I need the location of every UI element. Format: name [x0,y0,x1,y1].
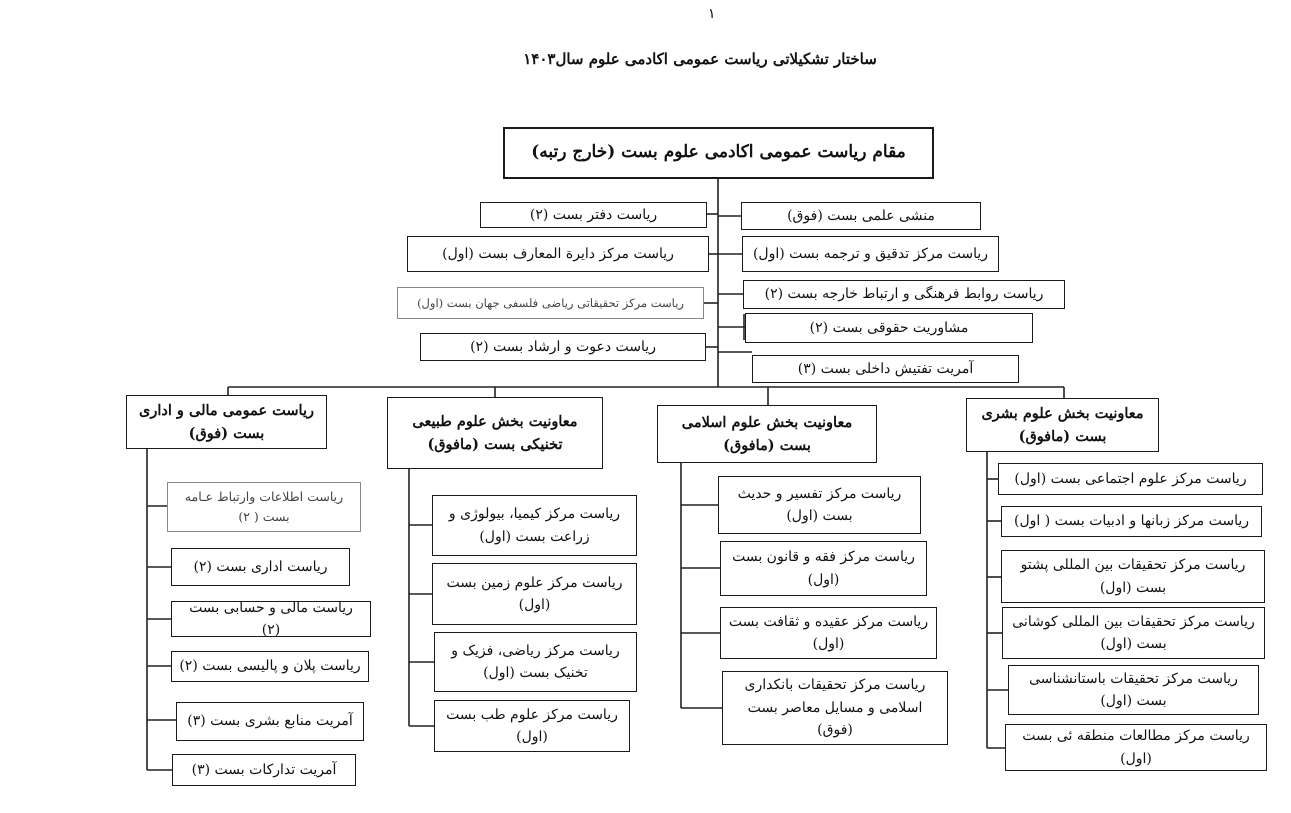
human-item-regional-studies [1005,724,1267,771]
chart-title: ساختار تشکیلاتی ریاست عمومی اکادمی علوم سال۱۴۰۳ [523,50,877,68]
natural-item-medical-sciences [434,700,630,752]
staff-legal-advisory [745,313,1033,343]
item-label: ریاست اطلاعات وارتباط عـامه بست ( ۲) [184,489,344,524]
human-item-pashto-research [1001,550,1265,603]
natural-item-chemistry-biology [432,495,637,556]
item-label: آمریت منابع بشری بست (۳) [187,713,353,730]
human-item-social-sciences [998,463,1263,495]
item-label: ریاست مرکز ریاضی، فزیک و تخنیک بست (اول) [451,642,620,681]
staff-encyclopedia [407,236,709,272]
admin-item-human-resources [176,702,364,741]
natural-item-math-physics [434,632,637,692]
staff-cultural-relations [743,280,1065,309]
islamic-item-islamic-banking [722,671,948,745]
staff-scientific-secretary [741,202,981,230]
item-label: ریاست مرکز تحقیقات بین المللی کوشانی بست (اول) [1012,613,1255,652]
item-label: ریاست مرکز فقه و قانون بست (اول) [732,549,915,588]
staff-internal-audit [752,355,1019,383]
item-label: ریاست مرکز علوم طب بست (اول) [446,706,618,745]
item-label: ریاست مرکز عقیده و ثقافت بست (اول) [728,613,929,652]
item-label: ریاست مالی و حسابی بست (۲) [189,599,353,638]
branch-title-line1: معاونیت بخش علوم طبیعی [412,412,578,430]
staff-research-translation [742,236,999,272]
islamic-item-fiqh-law [720,541,927,596]
staff-label: آمریت تفتیش داخلی بست (۳) [797,360,974,377]
admin-item-planning-policy [171,651,369,682]
item-label: ریاست مرکز زبانها و ادبیات بست ( اول) [1013,513,1250,530]
staff-invitation-guidance [420,333,706,361]
item-label: ریاست مرکز تحقیقات باستانشناسی بست (اول) [1029,670,1238,709]
staff-label: ریاست مرکز تدقیق و ترجمه بست (اول) [752,245,989,262]
item-label: ریاست مرکز تحقیقات بانکداری اسلامی و مسایل معاصر بست (فوق) [744,677,926,739]
branch-title-line2: تخنیکی بست (مافوق) [427,436,563,453]
item-label: ریاست مرکز تفسیر و حدیث بست (اول) [737,485,902,524]
root-label: مقام ریاست عمومی اکادمی علوم بست (خارج رتبه) [531,142,906,163]
staff-label: ریاست دعوت و ارشاد بست (۲) [470,338,656,355]
admin-item-administrative [171,548,350,586]
staff-label: مشاوریت حقوقی بست (۲) [809,319,969,336]
branch-title-line2: بست (فوق) [188,425,265,442]
staff-label: ریاست مرکز دایرة المعارف بست (اول) [442,245,674,262]
human-item-kushan-research [1002,607,1265,659]
branch-admin-finance [126,395,327,449]
staff-label: منشی علمی بست (فوق) [787,207,935,224]
item-label: ریاست مرکز کیمیا، بیولوژی و زراعت بست (اول) [448,506,621,545]
item-label: ریاست پلان و پالیسی بست (۲) [179,658,361,675]
branch-title-line1: معاونیت بخش علوم بشری [981,404,1144,422]
item-label: ریاست مرکز علوم اجتماعی بست (اول) [1014,470,1247,487]
admin-item-public-relations [167,482,361,532]
item-label: ریاست مرکز تحقیقات بین المللی پشتو بست (اول) [1020,557,1246,596]
islamic-item-aqeedah-culture [720,607,937,659]
admin-item-financial [171,601,371,637]
page-number: ١ [708,6,716,22]
root-box [503,127,934,179]
human-item-languages-literature [1001,506,1262,537]
item-label: آمریت تدارکات بست (۳) [191,761,337,778]
natural-item-earth-sciences [432,563,637,625]
staff-office [480,202,707,228]
branch-title-line1: معاونیت بخش علوم اسلامی [681,413,853,431]
item-label: ریاست مرکز علوم زمین بست (اول) [446,574,623,613]
branch-title-line2: بست (مافوق) [723,437,811,454]
islamic-item-tafsir-hadith [718,476,921,534]
staff-math-philosophy [397,287,704,319]
branch-human-sciences [966,398,1159,452]
branch-islamic-sciences [657,405,877,463]
branch-title-line2: بست (مافوق) [1018,428,1107,445]
human-item-archaeology [1008,665,1259,715]
staff-label: ریاست روابط فرهنگی و ارتباط خارجه بست (۲) [764,286,1044,303]
branch-natural-sciences [387,397,603,469]
staff-label: ریاست مرکز تحقیقاتی ریاضی فلسفی جهان بست (اول) [417,295,684,310]
item-label: ریاست اداری بست (۲) [193,558,328,575]
item-label: ریاست مرکز مطالعات منطقه ئی بست (اول) [1022,728,1250,767]
branch-title-line1: ریاست عمومی مالی و اداری [139,401,314,419]
staff-label: ریاست دفتر بست (۲) [529,206,658,223]
admin-item-procurement [172,754,356,786]
